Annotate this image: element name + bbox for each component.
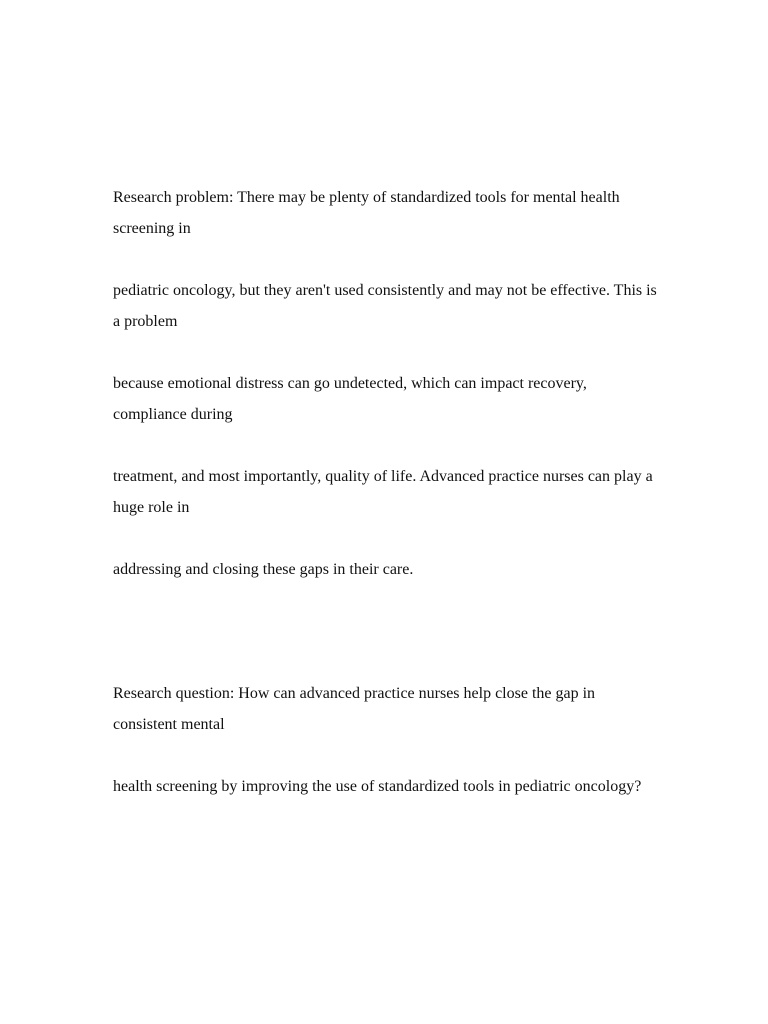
section-spacer [113, 616, 658, 678]
research-question-paragraph-2: health screening by improving the use of standardized tools in pediatric oncology? [113, 778, 642, 795]
research-question-paragraph-1: Research question: How can advanced practice nurses help close the gap in consistent mental [113, 685, 596, 733]
research-question-section [113, 678, 658, 802]
research-problem-paragraph-4: treatment, and most importantly, quality of life. Advanced practice nurses can play a huge role in [113, 468, 653, 516]
document-body [113, 182, 658, 833]
research-problem-paragraph-3: because emotional distress can go undetected, which can impact recovery, compliance during [113, 375, 587, 423]
research-problem-paragraph-5: addressing and closing these gaps in their care. [113, 561, 414, 578]
research-problem-paragraph-2: pediatric oncology, but they aren't used consistently and may not be effective. This is a problem [113, 282, 657, 330]
research-problem-paragraph-1: Research problem: There may be plenty of standardized tools for mental health screening in [113, 189, 620, 237]
research-problem-section [113, 182, 658, 585]
